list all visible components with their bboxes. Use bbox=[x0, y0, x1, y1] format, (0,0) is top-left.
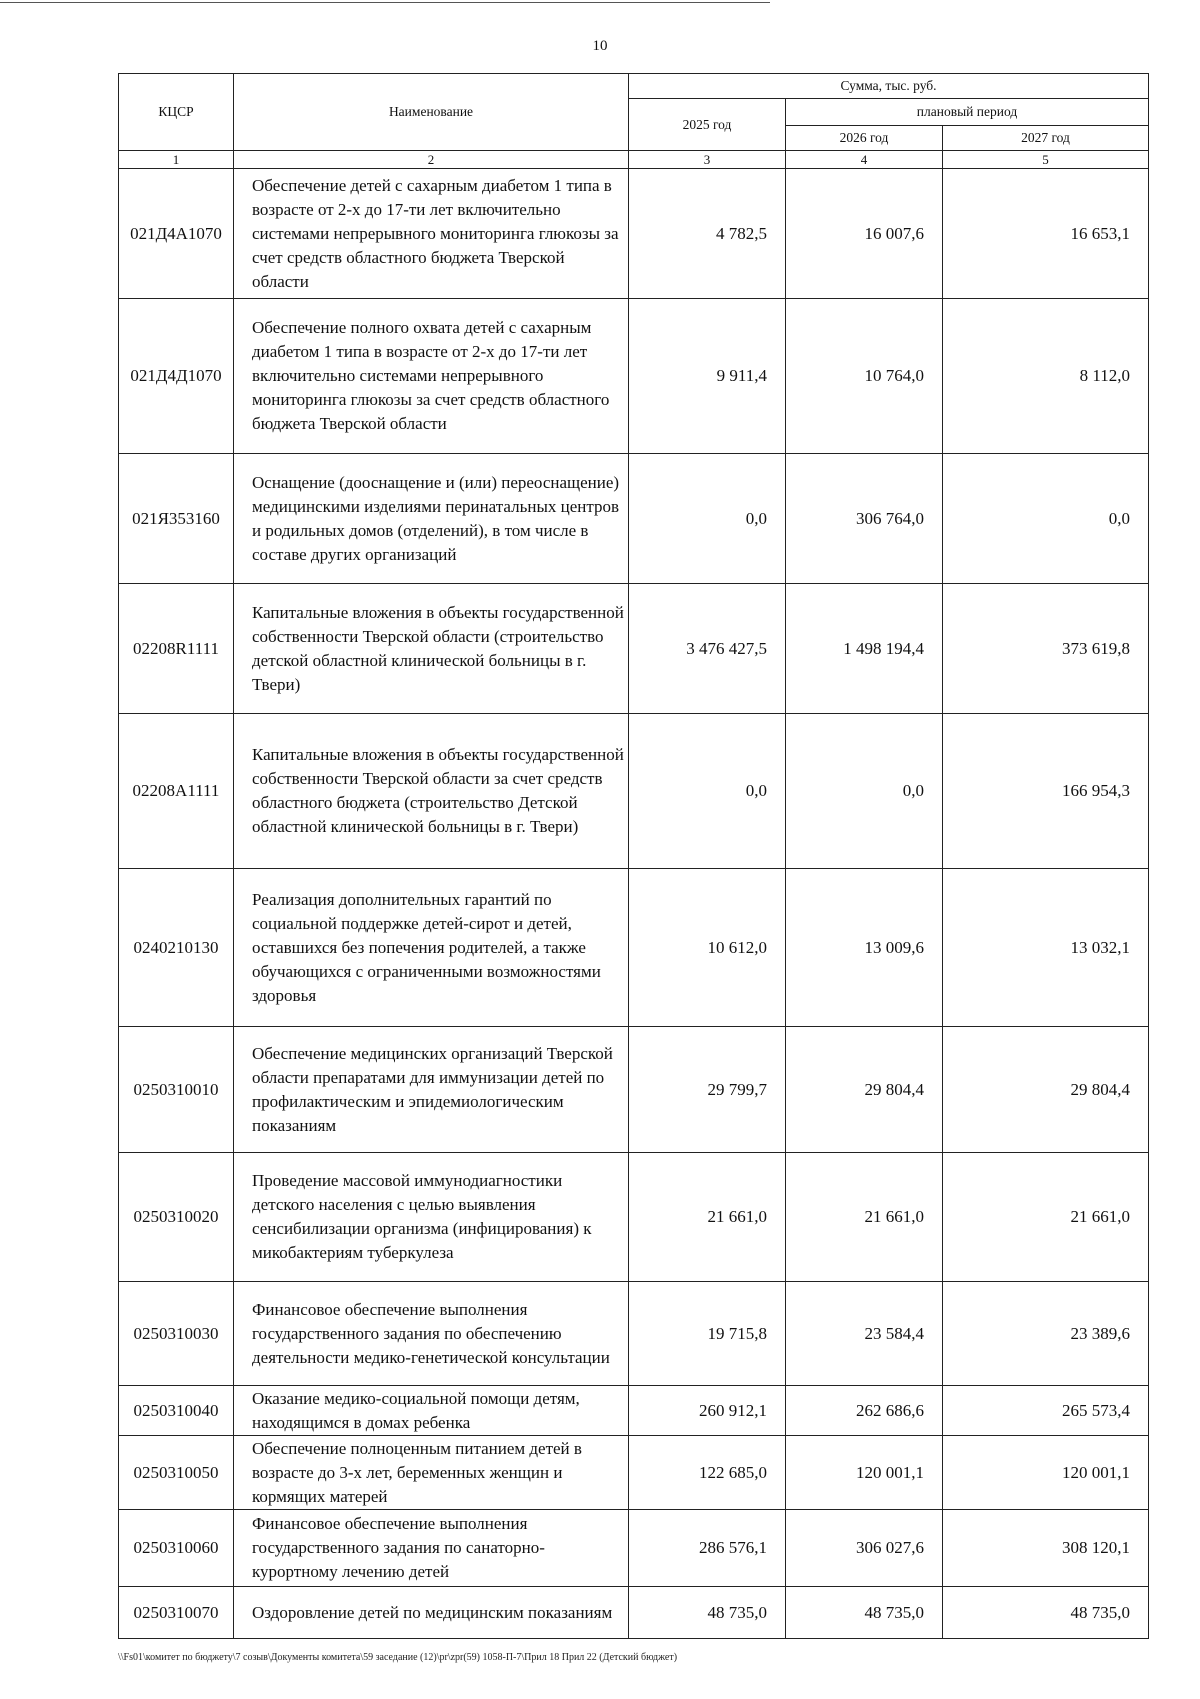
row-value-2027: 373 619,8 bbox=[943, 584, 1149, 714]
row-code: 0250310060 bbox=[119, 1510, 234, 1587]
budget-table bbox=[118, 73, 1149, 1639]
column-number: 5 bbox=[943, 151, 1149, 169]
row-value-2027: 0,0 bbox=[943, 454, 1149, 584]
column-number: 4 bbox=[786, 151, 943, 169]
row-value-2026: 21 661,0 bbox=[786, 1153, 943, 1282]
table-row bbox=[119, 1587, 1149, 1639]
row-value-2027: 16 653,1 bbox=[943, 169, 1149, 299]
row-value-2027: 166 954,3 bbox=[943, 714, 1149, 869]
row-value-2026: 48 735,0 bbox=[786, 1587, 943, 1639]
row-value-2026: 16 007,6 bbox=[786, 169, 943, 299]
header-code: КЦСР bbox=[119, 74, 234, 151]
row-value-2026: 13 009,6 bbox=[786, 869, 943, 1027]
row-value-2026: 0,0 bbox=[786, 714, 943, 869]
row-value-2027: 48 735,0 bbox=[943, 1587, 1149, 1639]
table-row bbox=[119, 869, 1149, 1027]
row-value-2027: 13 032,1 bbox=[943, 869, 1149, 1027]
row-value-2025: 10 612,0 bbox=[629, 869, 786, 1027]
row-name: Капитальные вложения в объекты государственной собственности Тверской области за счет средств областного бюджета (строительство Детской областной клинической больницы в г. Твери) bbox=[234, 714, 629, 869]
row-value-2026: 23 584,4 bbox=[786, 1282, 943, 1386]
row-value-2026: 1 498 194,4 bbox=[786, 584, 943, 714]
row-value-2025: 0,0 bbox=[629, 454, 786, 584]
header-sum: Сумма, тыс. руб. bbox=[629, 74, 1149, 99]
row-value-2027: 265 573,4 bbox=[943, 1386, 1149, 1436]
row-value-2025: 19 715,8 bbox=[629, 1282, 786, 1386]
row-name: Оказание медико-социальной помощи детям, находящимся в домах ребенка bbox=[234, 1386, 629, 1436]
row-name: Обеспечение медицинских организаций Тверской области препаратами для иммунизации детей по профилактическим и эпидемиологическим показаниям bbox=[234, 1027, 629, 1153]
table-row bbox=[119, 454, 1149, 584]
row-name: Обеспечение полноценным питанием детей в возрасте до 3-х лет, беременных женщин и кормящих матерей bbox=[234, 1436, 629, 1510]
row-code: 021Д4А1070 bbox=[119, 169, 234, 299]
row-value-2025: 0,0 bbox=[629, 714, 786, 869]
header-name: Наименование bbox=[234, 74, 629, 151]
row-value-2025: 286 576,1 bbox=[629, 1510, 786, 1587]
row-value-2025: 9 911,4 bbox=[629, 299, 786, 454]
row-name: Обеспечение детей с сахарным диабетом 1 типа в возрасте от 2-х до 17-ти лет включительно системами непрерывного мониторинга глюкозы за счет средств областного бюджета Тверской области bbox=[234, 169, 629, 299]
row-value-2027: 8 112,0 bbox=[943, 299, 1149, 454]
row-value-2025: 29 799,7 bbox=[629, 1027, 786, 1153]
row-value-2025: 48 735,0 bbox=[629, 1587, 786, 1639]
row-code: 0250310020 bbox=[119, 1153, 234, 1282]
footer-file-path: \\Fs01\комитет по бюджету\7 созыв\Документы комитета\59 заседание (12)\pr\zpr(59) 1058-П-7\Прил 18 Прил 22 (Детский бюджет) bbox=[118, 1652, 678, 1663]
row-code: 02208А1111 bbox=[119, 714, 234, 869]
page-number: 10 bbox=[592, 38, 608, 54]
row-value-2025: 122 685,0 bbox=[629, 1436, 786, 1510]
row-code: 0250310050 bbox=[119, 1436, 234, 1510]
row-value-2027: 308 120,1 bbox=[943, 1510, 1149, 1587]
row-value-2027: 120 001,1 bbox=[943, 1436, 1149, 1510]
row-value-2027: 21 661,0 bbox=[943, 1153, 1149, 1282]
row-code: 0250310040 bbox=[119, 1386, 234, 1436]
row-name: Финансовое обеспечение выполнения государственного задания по обеспечению деятельности медико-генетической консультации bbox=[234, 1282, 629, 1386]
row-name: Проведение массовой иммунодиагностики детского населения с целью выявления сенсибилизации организма (инфицирования) к микобактериям туберкулеза bbox=[234, 1153, 629, 1282]
header-year-2025: 2025 год bbox=[629, 99, 786, 151]
column-number: 1 bbox=[119, 151, 234, 169]
table-row bbox=[119, 1153, 1149, 1282]
header-year-2027: 2027 год bbox=[943, 126, 1149, 151]
row-value-2025: 260 912,1 bbox=[629, 1386, 786, 1436]
row-name: Финансовое обеспечение выполнения государственного задания по санаторно-курортному лечению детей bbox=[234, 1510, 629, 1587]
row-code: 0250310070 bbox=[119, 1587, 234, 1639]
row-code: 0250310010 bbox=[119, 1027, 234, 1153]
table-row bbox=[119, 1510, 1149, 1587]
row-code: 0250310030 bbox=[119, 1282, 234, 1386]
row-code: 02208R1111 bbox=[119, 584, 234, 714]
table-row bbox=[119, 1436, 1149, 1510]
row-name: Капитальные вложения в объекты государственной собственности Тверской области (строительство детской областной клинической больницы в г. Твери) bbox=[234, 584, 629, 714]
row-name: Оздоровление детей по медицинским показаниям bbox=[234, 1587, 629, 1639]
row-value-2026: 262 686,6 bbox=[786, 1386, 943, 1436]
column-number: 2 bbox=[234, 151, 629, 169]
row-value-2026: 306 764,0 bbox=[786, 454, 943, 584]
row-value-2027: 23 389,6 bbox=[943, 1282, 1149, 1386]
row-value-2026: 120 001,1 bbox=[786, 1436, 943, 1510]
table-row bbox=[119, 1027, 1149, 1153]
row-name: Оснащение (дооснащение и (или) переоснащение) медицинскими изделиями перинатальных центров и родильных домов (отделений), в том числе в составе других организаций bbox=[234, 454, 629, 584]
table-row bbox=[119, 714, 1149, 869]
header-year-2026: 2026 год bbox=[786, 126, 943, 151]
table-row bbox=[119, 299, 1149, 454]
row-value-2026: 10 764,0 bbox=[786, 299, 943, 454]
row-name: Реализация дополнительных гарантий по социальной поддержке детей-сирот и детей, оставшихся без попечения родителей, а также обучающихся с ограниченными возможностями здоровья bbox=[234, 869, 629, 1027]
row-value-2025: 21 661,0 bbox=[629, 1153, 786, 1282]
header-planned-period: плановый период bbox=[786, 99, 1149, 126]
row-value-2026: 306 027,6 bbox=[786, 1510, 943, 1587]
column-number: 3 bbox=[629, 151, 786, 169]
table-row bbox=[119, 584, 1149, 714]
row-code: 021Я353160 bbox=[119, 454, 234, 584]
row-value-2026: 29 804,4 bbox=[786, 1027, 943, 1153]
table-row bbox=[119, 1282, 1149, 1386]
row-name: Обеспечение полного охвата детей с сахарным диабетом 1 типа в возрасте от 2-х до 17-ти лет включительно системами непрерывного мониторинга глюкозы за счет средств областного бюджета Тверской области bbox=[234, 299, 629, 454]
row-value-2025: 3 476 427,5 bbox=[629, 584, 786, 714]
table-row bbox=[119, 169, 1149, 299]
row-value-2025: 4 782,5 bbox=[629, 169, 786, 299]
top-rule bbox=[0, 2, 770, 3]
row-code: 021Д4Д1070 bbox=[119, 299, 234, 454]
row-code: 0240210130 bbox=[119, 869, 234, 1027]
row-value-2027: 29 804,4 bbox=[943, 1027, 1149, 1153]
table-row bbox=[119, 1386, 1149, 1436]
